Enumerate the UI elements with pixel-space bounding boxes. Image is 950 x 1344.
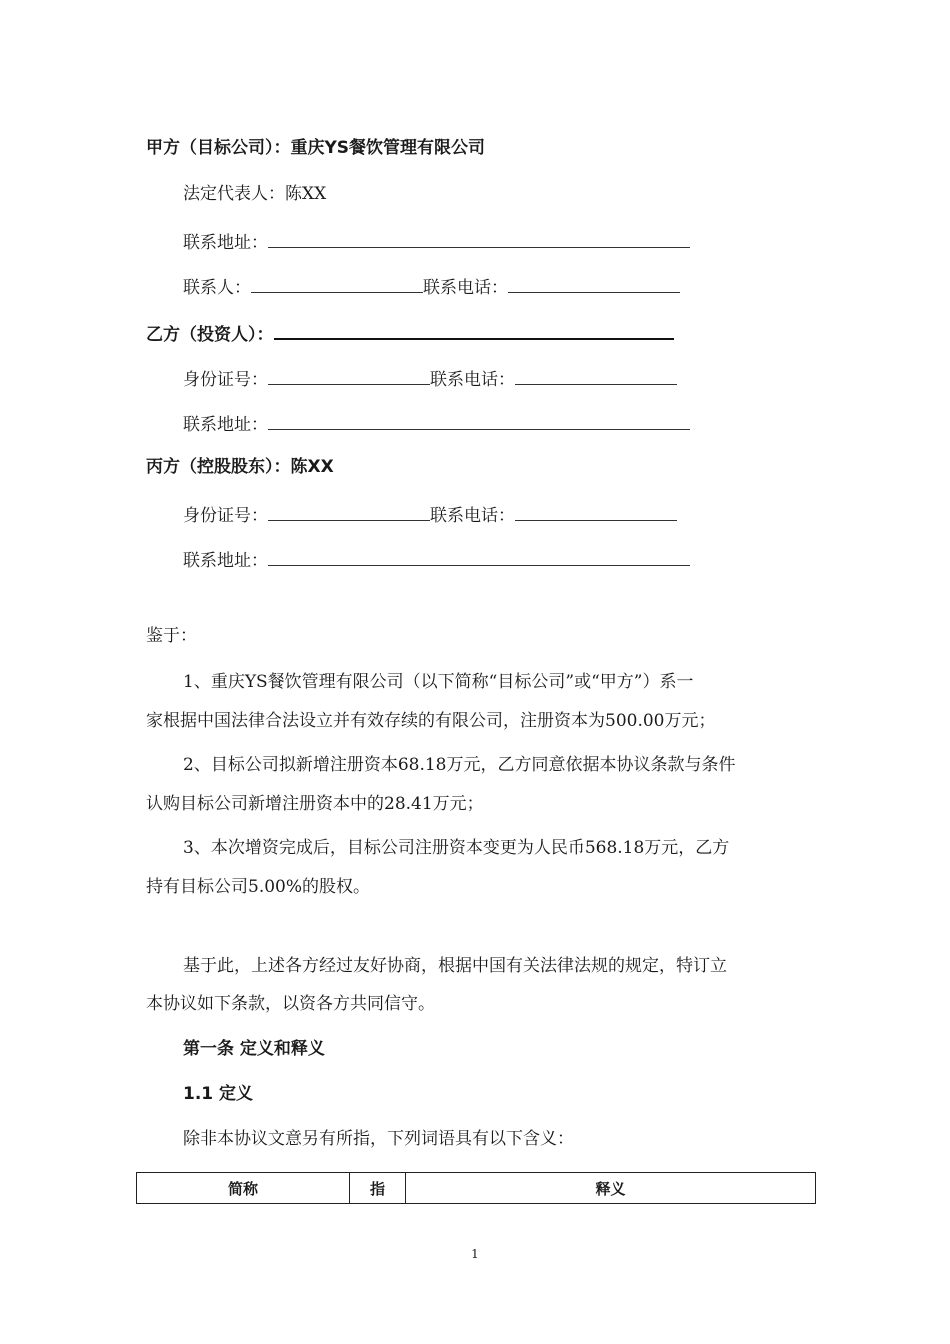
article-1-1-heading: 1.1 定义 — [183, 1084, 254, 1104]
whereas-item-1-line-1: 1、重庆YS餐饮管理有限公司（以下简称“目标公司”或“甲方”）系一 — [183, 672, 694, 692]
party-b-phone-blank — [515, 366, 677, 385]
party-a-address-row — [183, 229, 690, 254]
table-header-refers: 指 — [350, 1173, 406, 1204]
party-c-address-row — [183, 547, 690, 572]
party-a-address-blank — [268, 229, 690, 248]
whereas-label: 鉴于： — [146, 626, 197, 646]
definitions-table — [136, 1172, 816, 1204]
party-b-heading-row — [146, 320, 674, 346]
party-a-legal-rep: 法定代表人：陈XX — [183, 184, 327, 204]
party-b-id-blank — [268, 366, 430, 385]
party-a-address-label: 联系地址： — [183, 233, 268, 253]
party-b-address-label: 联系地址： — [183, 415, 268, 435]
table-header-row — [137, 1173, 816, 1204]
whereas-item-2-line-2: 认购目标公司新增注册资本中的28.41万元； — [146, 794, 484, 814]
table-header-abbr: 简称 — [137, 1173, 350, 1204]
party-a-heading: 甲方（目标公司）：重庆YS餐饮管理有限公司 — [146, 138, 486, 158]
article-1-heading: 第一条 定义和释义 — [183, 1039, 325, 1059]
party-a-contact-label: 联系人： — [183, 278, 251, 298]
party-b-phone-label: 联系电话： — [430, 370, 515, 390]
party-b-heading: 乙方（投资人）： — [146, 325, 274, 345]
party-c-address-blank — [268, 547, 690, 566]
whereas-item-1-line-2: 家根据中国法律合法设立并有效存续的有限公司，注册资本为500.00万元； — [146, 711, 716, 731]
party-c-id-row — [183, 502, 677, 527]
party-b-id-label: 身份证号： — [183, 370, 268, 390]
party-a-contact-blank — [251, 274, 423, 293]
basis-line-2: 本协议如下条款，以资各方共同信守。 — [146, 994, 435, 1014]
party-b-address-blank — [268, 411, 690, 430]
page-number: 1 — [471, 1247, 479, 1261]
basis-line-1: 基于此，上述各方经过友好协商，根据中国有关法律法规的规定，特订立 — [183, 956, 727, 976]
party-b-address-row — [183, 411, 690, 436]
party-c-phone-label: 联系电话： — [430, 506, 515, 526]
party-a-phone-label: 联系电话： — [423, 278, 508, 298]
party-c-address-label: 联系地址： — [183, 551, 268, 571]
party-c-id-blank — [268, 502, 430, 521]
party-c-heading: 丙方（控股股东）：陈XX — [146, 457, 334, 477]
party-b-name-blank — [274, 320, 674, 340]
party-c-phone-blank — [515, 502, 677, 521]
table-header-definition: 释义 — [406, 1173, 816, 1204]
party-c-id-label: 身份证号： — [183, 506, 268, 526]
whereas-item-3-line-2: 持有目标公司5.00%的股权。 — [146, 877, 371, 897]
whereas-item-2-line-1: 2、目标公司拟新增注册资本68.18万元，乙方同意依据本协议条款与条件 — [183, 755, 736, 775]
party-b-id-row — [183, 366, 677, 391]
party-a-contact-row — [183, 274, 680, 299]
party-a-phone-blank — [508, 274, 680, 293]
whereas-item-3-line-1: 3、本次增资完成后，目标公司注册资本变更为人民币568.18万元，乙方 — [183, 838, 730, 858]
article-1-intro: 除非本协议文意另有所指，下列词语具有以下含义： — [183, 1129, 574, 1149]
